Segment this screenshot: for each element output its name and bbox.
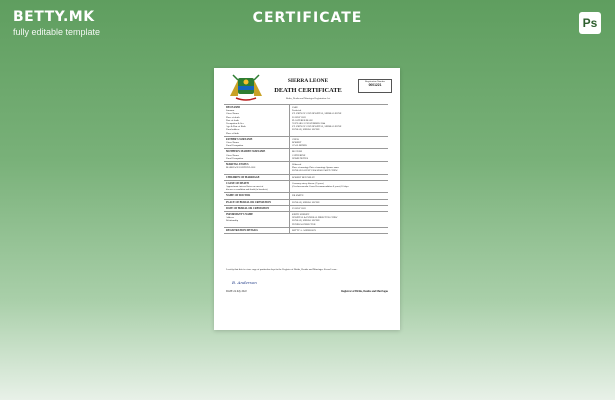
- field-sublabel: Usual Occupation: [226, 144, 244, 148]
- field-value-line: HOSPITAL & FUNERAL DIRECTOR CHEW: [292, 216, 338, 220]
- table-row: [224, 205, 388, 211]
- field-value-line: ROBERT: [292, 141, 302, 145]
- field-sublabel: Given Names: [226, 141, 240, 145]
- field-title: MOTHER'S MAIDEN SURNAME: [226, 150, 266, 154]
- brand-tagline: fully editable template: [13, 27, 101, 37]
- field-title: DECEASED: [226, 106, 241, 109]
- table-row: [224, 174, 388, 180]
- field-value: [290, 193, 388, 198]
- field-value-line: ST. JOHN OF GOD HOSPITAL, SIERRA LEONE: [292, 112, 342, 116]
- field-sublabel: Usual Occupation: [226, 156, 244, 160]
- certificate-document: [214, 68, 400, 330]
- field-label: [224, 137, 290, 149]
- field-value: [290, 105, 388, 136]
- table-row: [224, 199, 388, 205]
- field-title: CHILDREN OF MARRIAGE: [226, 175, 260, 179]
- field-value-line: JAKE: [292, 106, 298, 109]
- brand-logo: BETTY.MK: [13, 9, 95, 25]
- table-row: [224, 227, 388, 234]
- registrar-title: Registrar of Births, Deaths and Marriages: [341, 290, 388, 293]
- field-value-line: DR SMITH: [292, 194, 304, 198]
- field-label: [224, 162, 290, 174]
- table-row: [224, 148, 388, 161]
- table-row: [224, 136, 388, 149]
- field-title: PLACE OF BURIAL OR CREMATION: [226, 200, 271, 204]
- field-value-line: LUNSAR, SIERRA LEONE: [292, 219, 320, 223]
- field-label: [224, 105, 290, 136]
- field-value-line: 29 JULY 2022: [292, 206, 306, 210]
- table-row: [224, 161, 388, 174]
- registrar-signature: B. Anderson: [232, 280, 257, 285]
- field-sublabel: MARRIAGE PARTICULARS: [226, 166, 256, 170]
- table-row: [224, 104, 388, 136]
- field-value-line: KEITH SHERIFF: [292, 213, 310, 217]
- field-title: INFORMANT'S NAME: [226, 213, 254, 217]
- field-value: [290, 206, 388, 211]
- registration-label: Registration Number: [364, 81, 386, 83]
- field-sublabel: Given Names: [226, 112, 240, 116]
- registration-number: 0001221: [368, 83, 382, 87]
- field-value: [290, 162, 388, 174]
- field-value: [290, 228, 388, 233]
- field-value-line: Frederick: [292, 109, 302, 113]
- field-label: [224, 149, 290, 161]
- field-value-line: COAL MINER: [292, 144, 307, 148]
- certificate-title: DEATH CERTIFICATE: [274, 87, 342, 94]
- field-value-line: HOME DUTIES: [292, 156, 309, 160]
- field-value-line: LUNSAR 24 JULY 1964 MARGARET CHEW: [292, 169, 338, 173]
- field-sublabel: Address: [226, 216, 234, 220]
- field-value-line: MCCURE: [292, 150, 303, 154]
- field-value-line: CATHERINE: [292, 153, 306, 157]
- field-title: MARITAL STATUS: [226, 163, 249, 167]
- field-sublabel: Approximate interval between onset of: [226, 185, 264, 189]
- certificate-table: [224, 104, 388, 234]
- field-value-line: ST. JOHN OF GOD HOSPITAL, SIERRA LEONE: [292, 125, 342, 129]
- certificate-date: DATE 24 July 2022: [226, 290, 247, 293]
- page-title: CERTIFICATE: [252, 10, 363, 26]
- field-sublabel: Usual address: [226, 128, 240, 132]
- table-row: [224, 211, 388, 227]
- field-value-line: FUNERAL DIRECTOR: [292, 222, 316, 226]
- field-value: [290, 212, 388, 227]
- field-value-line: LUNSAR, SIERRA LEONE: [292, 128, 320, 132]
- field-sublabel: Relationship: [226, 219, 239, 223]
- field-value: [290, 181, 388, 193]
- field-label: [224, 193, 290, 198]
- field-value-line: (Cerebrovascular Cause Recommendation 8 years) 16 days: [292, 185, 349, 189]
- field-title: NAME OF DOCTOR: [226, 194, 251, 198]
- table-row: [224, 180, 388, 193]
- field-value-line: CHEW: [292, 137, 300, 141]
- field-label: [224, 228, 290, 233]
- field-value-line: Widowed: [292, 163, 302, 167]
- field-value-line: 26 JULY 2022: [292, 115, 306, 119]
- field-sublabel: Age & Date of Birth: [226, 125, 246, 129]
- field-value: [290, 175, 388, 180]
- field-value: [290, 137, 388, 149]
- certification-text: I certify that this is a true copy of particulars kept in the Register of Births, Deaths and Marriages Sierra Leone.: [226, 268, 338, 271]
- field-sublabel: Given Names: [226, 153, 240, 157]
- field-sublabel: Occupation & Sex: [226, 122, 244, 126]
- field-value-line: Coronary artery disease (9 years): [292, 181, 324, 185]
- field-sublabel: disease or condition and death (in brackets): [226, 188, 268, 192]
- field-title: CAUSE OF DEATH: [226, 181, 249, 185]
- photoshop-icon: Ps: [579, 12, 601, 34]
- field-label: [224, 200, 290, 205]
- field-value: [290, 149, 388, 161]
- field-label: [224, 181, 290, 193]
- field-sublabel: Place of birth: [226, 131, 239, 135]
- field-sublabel: Surname: [226, 109, 235, 113]
- field-value: [290, 200, 388, 205]
- field-sublabel: Date of death: [226, 118, 239, 122]
- field-title: FATHER'S SURNAME: [226, 137, 253, 141]
- field-label: [224, 212, 290, 227]
- field-value-line: 78 YEARS 12 NOVEMBER 1944: [292, 122, 326, 126]
- registration-box: [358, 79, 392, 93]
- field-value-line: PLASTERER MALE: [292, 118, 313, 122]
- field-sublabel: Place of death: [226, 115, 240, 119]
- field-value-line: Place of marriage Date of marriage Spouse name: [292, 166, 339, 170]
- field-label: [224, 206, 290, 211]
- certificate-subtitle: Births, Deaths and Marriages Registration Act: [285, 97, 331, 100]
- table-row: [224, 192, 388, 198]
- field-title: REGISTRATION DETAILS: [226, 228, 258, 232]
- field-value-line: LUNSAR, SIERRA LEONE: [292, 200, 320, 204]
- field-value-line: ROBERT BEN NELLY: [292, 175, 315, 179]
- field-title: DATE OF BURIAL OR CREMATION: [226, 206, 270, 210]
- field-label: [224, 175, 290, 180]
- certificate-country: SIERRA LEONE: [287, 78, 329, 84]
- field-value-line: BETTY A. ANDERSON: [292, 228, 316, 232]
